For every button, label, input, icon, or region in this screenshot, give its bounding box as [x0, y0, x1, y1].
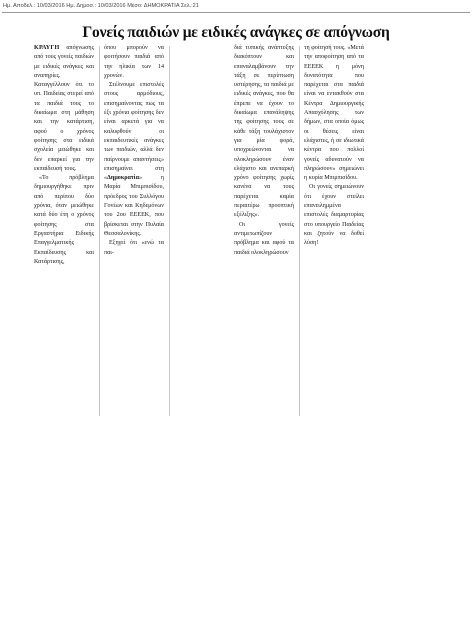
paragraph: Οι γονείς αντιμετωπίζουν πρόβλημα και αφού τα παιδιά ολοκληρώσουν	[234, 221, 294, 256]
lead-word: ΚΡΑΥΓΗ	[34, 45, 60, 51]
paragraph	[104, 81, 164, 239]
newspaper-name: Δημοκρατία	[107, 175, 139, 182]
paragraph: διά τυπικής ανάπτυξης διακόπτουν και επαναλαμβάνουν την τάξη σε περίπτωση υστέρησης, τα παιδιά με ειδικές ανάγκες, που θα έπρεπε να έχουν το δικαίωμα επανάληψης της φοίτησης τους σε κάθε τάξη τουλάχιστον για μία φορά, υποχρεώνονται να ολοκληρώσουν έναν ελάχιστο και ανεπαρκή χρόνο φοίτησης χωρίς κανένα να τους παρέχεται καμία περαιτέρω προοπτική εξέλιξης».	[234, 45, 294, 219]
article-column-4	[304, 44, 364, 420]
article-headline: Γονείς παιδιών με ειδικές ανάγκες σε απόγνωση	[82, 24, 390, 41]
paragraph: τη φοίτησή τους. «Μετά την αποφοίτηση από τα ΕΕΕΕΚ η μόνη δυνατότητα που παρέχεται στα παιδιά είναι να εντακθούν στα Κέντρα Δημιουργικής Απασχόλησης των δήμων, στα οποία όμως οι θέσεις είναι ελάχιστες, ή σε ιδιωτικά κέντρα που πολλοί γονείς αδυνατούν να πληρώσουν» σημειώνει η κυρία Μπιμπισίδου.	[304, 45, 364, 182]
article-column-1	[34, 44, 94, 420]
paragraph: Οι γονείς σημειώνουν ότι έχουν στείλει επανειλημμένα επιστολές διαμαρτυρίας στο υπουργείο Παιδείας και ζητούν να δοθεί λύση!	[304, 184, 364, 247]
paragraph	[34, 44, 94, 174]
paragraph: Εξηγεί ότι «ενώ τα παι-	[104, 240, 164, 256]
clipping-metadata: Ημ. Αποδελ.: 10/03/2016 Ημ. Δημοσ.: 10/03/2016 Μέσο: ΔΗΜΟΚΡΑΤΙΑ Σελ.:21	[3, 3, 199, 9]
paragraph-text: » η Μαρία Μπιμπισίδου, πρόεδρος του Συλλόγου Γονέων και Κηδεμόνων του 2ου ΕΕΕΕΚ, που βρίσκεται στην Πυλαία Θεσσαλονίκης.	[104, 175, 164, 237]
paragraph-text: απόγνωσης από τους γονείς παιδιών με ειδικές ανάγκες και αναπηρίες. Καταγγέλλουν ότι το υπ. Παιδείας στερεί από τα παιδιά τους το δικαίωμα στη μάθηση και την κατάρτιση, αφού ο χρόνος φοίτησης στα ειδικά σχολεία μειώθηκε και δεν επαρκεί για την εκπαίδευσή τους.	[34, 45, 94, 172]
paragraph: όπου μπορούν να φοιτήσουν παιδιά από την ηλικία των 14 χρονών.	[104, 45, 164, 79]
paragraph-text: Στέλνουμε επιστολές στους αρμόδιους, επισημαίνοντας πως τα έξι χρόνια φοίτησης δεν είναι αρκετά για να καλυφθούν οι εκπαιδευτικές ανάγκες των παιδιών, αλλά δεν παίρνουμε απαντήσεις» επισημαίνει στη «	[104, 82, 164, 182]
column-divider	[99, 46, 100, 416]
article-column-2	[104, 44, 164, 420]
article-body	[34, 44, 436, 420]
column-divider	[169, 46, 170, 416]
article-column-3	[234, 44, 294, 420]
paragraph: «Το πρόβλημα δημιουργήθηκε πριν από περίπου δύο χρόνια, όταν μειώθηκε κατά δύο έτη ο χρόνος φοίτησης στα Εργαστήρια Ειδικής Επαγγελματικής Εκπαίδευσης και Κατάρτισης,	[34, 175, 94, 265]
metadata-divider	[2, 12, 470, 13]
column-divider	[299, 46, 300, 416]
